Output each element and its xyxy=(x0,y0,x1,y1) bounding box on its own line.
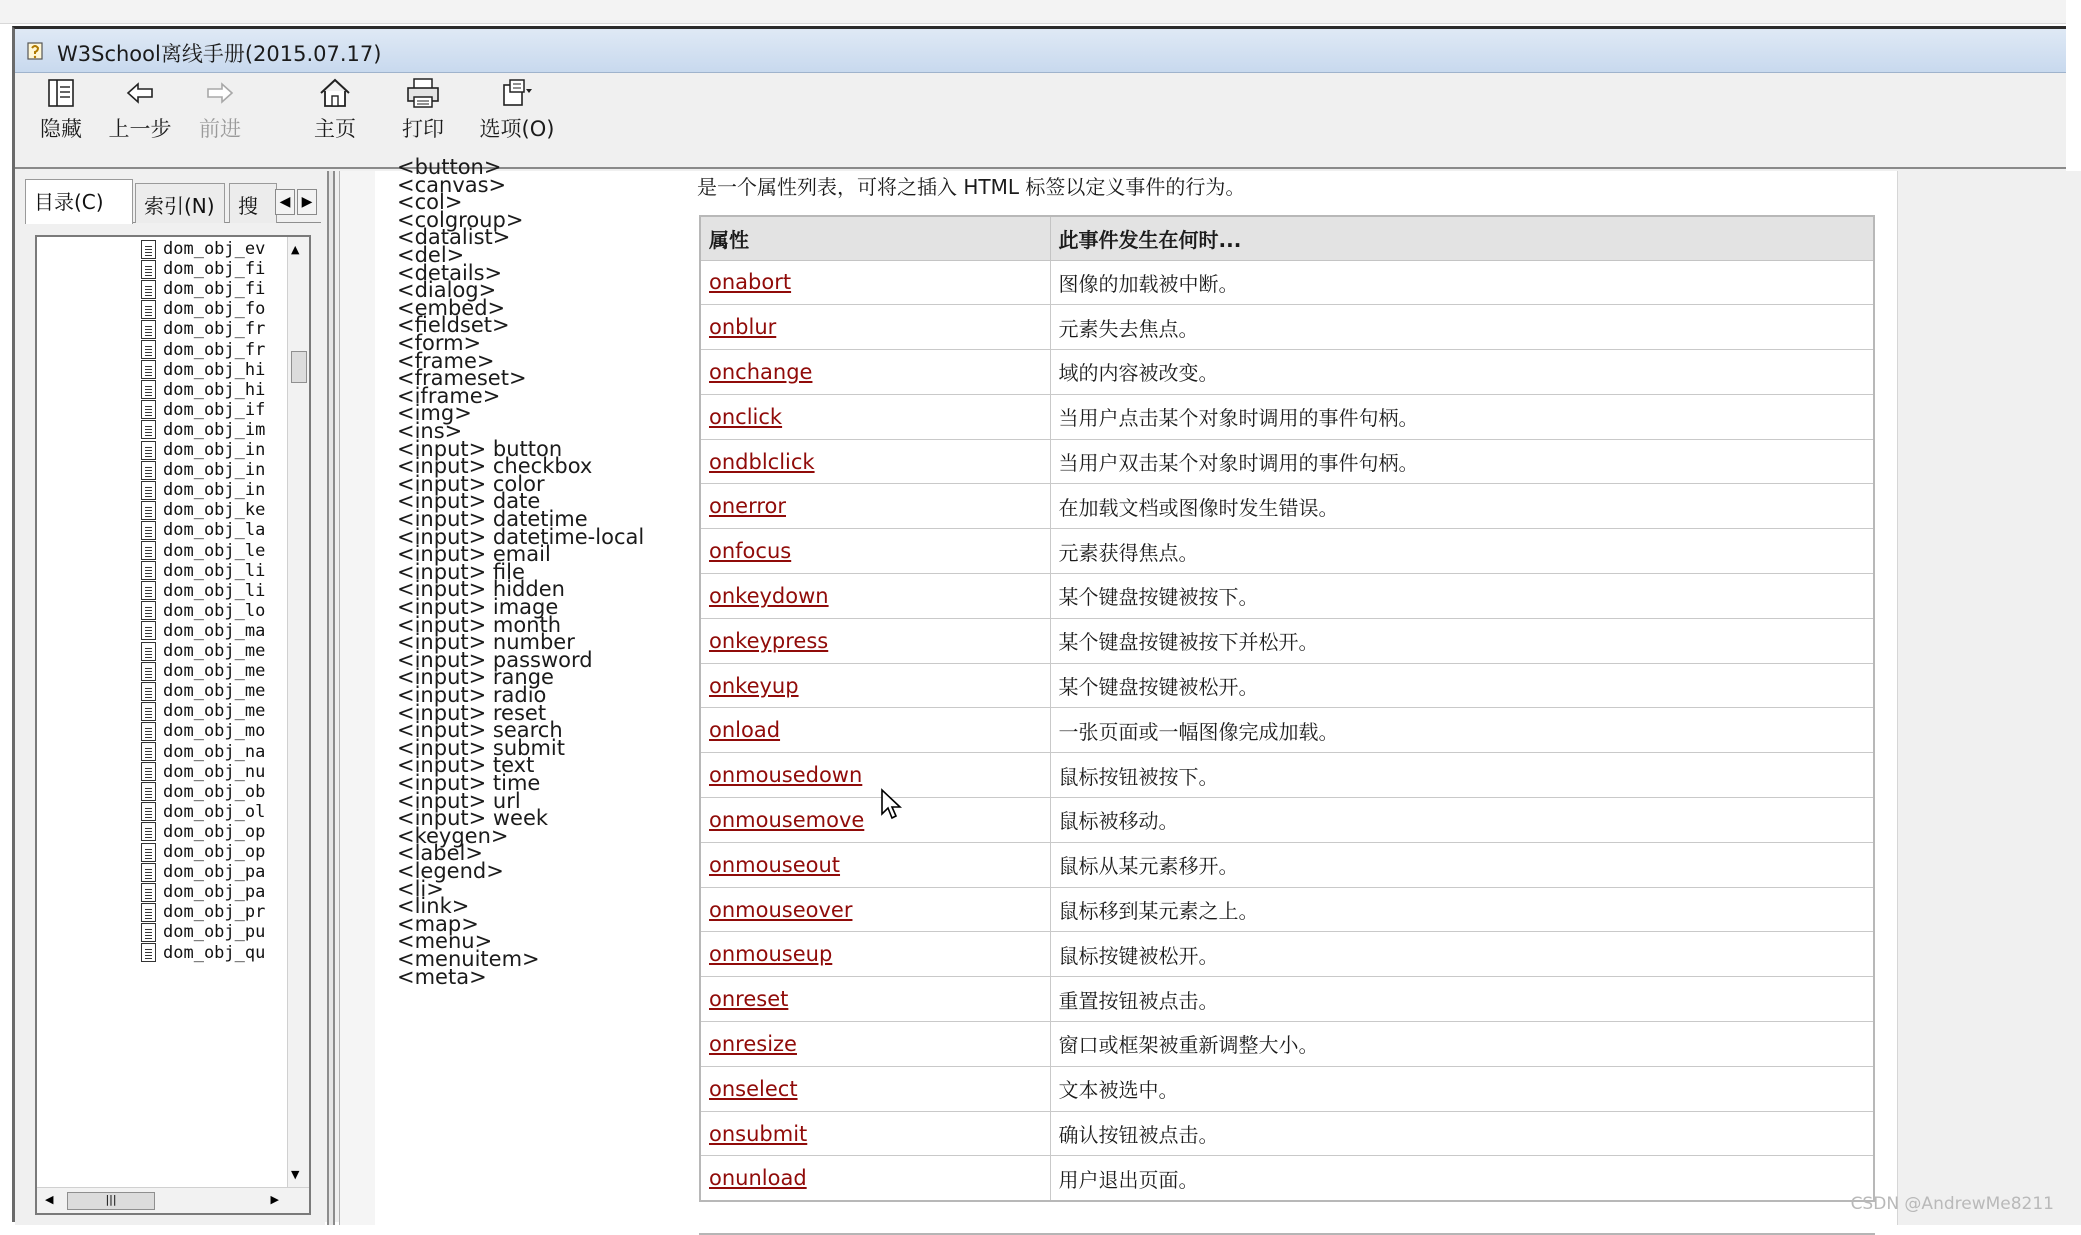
attribute-cell xyxy=(700,394,1050,439)
tag-link[interactable]: <input> number xyxy=(397,630,575,655)
tree-item-label: dom_obj_fi xyxy=(163,259,266,280)
contents-tree[interactable] xyxy=(35,235,311,1215)
event-description-cell: 图像的加载被中断。 xyxy=(1050,260,1874,305)
tree-item-label: dom_obj_ol xyxy=(163,801,266,822)
table-row xyxy=(700,618,1874,663)
options-icon xyxy=(499,77,535,109)
table-row xyxy=(700,529,1874,574)
watermark: CSDN @AndrewMe8211 xyxy=(1850,1194,2054,1214)
document-page-icon xyxy=(141,822,156,841)
tree-item-label: dom_obj_nu xyxy=(163,761,266,782)
event-attribute-link[interactable]: onsubmit xyxy=(709,1121,808,1146)
attribute-cell xyxy=(700,753,1050,798)
document-page-icon xyxy=(141,441,156,460)
mouse-cursor-icon xyxy=(880,788,904,822)
tag-link[interactable]: <form> xyxy=(397,331,482,355)
back-button-label: 上一步 xyxy=(108,117,172,141)
attribute-cell xyxy=(700,708,1050,753)
tree-item-label: dom_obj_pr xyxy=(163,902,266,923)
tag-link[interactable]: <input> date xyxy=(397,489,541,514)
event-description-cell: 文本被选中。 xyxy=(1050,1066,1874,1111)
options-button-label: 选项(O) xyxy=(479,117,555,141)
tab-index[interactable]: 索引(N) xyxy=(135,183,225,223)
tree-scroll-thumb[interactable] xyxy=(291,351,307,383)
event-description-cell: 鼠标被移动。 xyxy=(1050,798,1874,843)
tag-link[interactable]: <details> xyxy=(397,260,503,285)
attribute-cell xyxy=(700,529,1050,574)
tag-link[interactable]: <del> xyxy=(397,243,465,267)
event-attribute-link[interactable]: onmouseup xyxy=(709,942,833,967)
attribute-cell xyxy=(700,618,1050,663)
document-page-icon xyxy=(141,280,156,299)
tree-item[interactable] xyxy=(141,943,265,969)
document-page-icon xyxy=(141,400,156,419)
document-page-icon xyxy=(141,642,156,661)
event-attribute-link[interactable]: onchange xyxy=(709,359,813,384)
event-description-cell: 鼠标按钮被按下。 xyxy=(1050,753,1874,798)
tree-item-label: dom_obj_fi xyxy=(163,279,266,300)
event-attribute-link[interactable]: onselect xyxy=(709,1076,798,1101)
tree-item-label: dom_obj_in xyxy=(163,460,266,481)
title-bar[interactable] xyxy=(15,29,2066,73)
event-attribute-link[interactable]: onabort xyxy=(709,270,792,295)
tree-item-label: dom_obj_ma xyxy=(163,620,266,641)
tag-link[interactable]: <legend> xyxy=(397,859,504,883)
pane-splitter[interactable] xyxy=(327,171,335,1225)
event-attribute-link[interactable]: onreset xyxy=(709,987,789,1012)
event-attribute-link[interactable]: onmousemove xyxy=(709,807,865,832)
document-page-icon xyxy=(141,662,156,681)
event-description-cell: 当用户双击某个对象时调用的事件句柄。 xyxy=(1050,439,1874,484)
tree-item-label: dom_obj_le xyxy=(163,540,266,561)
table-row xyxy=(700,350,1874,395)
event-attribute-link[interactable]: onresize xyxy=(709,1031,797,1056)
print-icon xyxy=(405,77,441,109)
attribute-cell xyxy=(700,574,1050,619)
forward-button-label: 前进 xyxy=(199,117,241,141)
tag-link[interactable]: <map> xyxy=(397,911,479,936)
document-page-icon xyxy=(141,561,156,580)
tag-link[interactable]: <li> xyxy=(397,876,444,901)
scroll-down-icon[interactable]: ▼ xyxy=(291,1168,300,1181)
tag-link[interactable]: <input> url xyxy=(397,788,521,813)
event-description-cell: 用户退出页面。 xyxy=(1050,1156,1874,1201)
tag-link[interactable]: <frameset> xyxy=(397,366,527,391)
event-attribute-link[interactable]: ondblclick xyxy=(709,449,815,474)
attribute-cell xyxy=(700,439,1050,484)
event-description-cell: 鼠标按键被松开。 xyxy=(1050,932,1874,977)
tag-link[interactable]: <keygen> xyxy=(397,823,509,848)
help-file-icon xyxy=(25,39,47,61)
event-description-cell: 元素失去焦点。 xyxy=(1050,305,1874,350)
event-attribute-link[interactable]: onblur xyxy=(709,315,777,340)
tag-link[interactable]: <colgroup> xyxy=(397,207,524,232)
nav-tab-strip xyxy=(25,183,321,223)
back-button[interactable] xyxy=(95,77,185,165)
event-description-cell: 当用户点击某个对象时调用的事件句柄。 xyxy=(1050,394,1874,439)
tree-item-label: dom_obj_na xyxy=(163,741,266,762)
event-attribute-link[interactable]: onfocus xyxy=(709,539,792,564)
tag-link[interactable]: <input> email xyxy=(397,542,551,567)
tree-item-label: dom_obj_li xyxy=(163,560,266,581)
tab-contents[interactable]: 目录(C) xyxy=(25,179,133,224)
document-page-icon xyxy=(141,240,156,259)
attribute-cell xyxy=(700,1156,1050,1201)
event-description-cell: 某个键盘按键被按下并松开。 xyxy=(1050,618,1874,663)
window-title: W3School离线手册(2015.07.17) xyxy=(57,42,382,66)
event-attribute-link[interactable]: onkeyup xyxy=(709,673,799,698)
event-description-cell: 鼠标移到某元素之上。 xyxy=(1050,887,1874,932)
document-page-icon xyxy=(141,360,156,379)
home-button-label: 主页 xyxy=(314,117,356,141)
attribute-cell xyxy=(700,1066,1050,1111)
back-arrow-icon xyxy=(124,77,156,109)
hide-button-label: 隐藏 xyxy=(40,117,82,141)
tag-link[interactable]: <menu> xyxy=(397,929,493,954)
tag-link[interactable]: <input> hidden xyxy=(397,577,565,602)
tag-link[interactable]: <dialog> xyxy=(397,278,497,303)
tree-item-label: dom_obj_im xyxy=(163,419,266,440)
hide-button[interactable] xyxy=(31,77,91,165)
event-attribute-link[interactable]: onclick xyxy=(709,404,783,429)
table-row xyxy=(700,394,1874,439)
document-page-icon xyxy=(141,461,156,480)
tag-link[interactable]: <input> image xyxy=(397,595,559,619)
event-description-cell: 鼠标从某元素移开。 xyxy=(1050,842,1874,887)
document-page-icon xyxy=(141,883,156,902)
tag-link[interactable]: <label> xyxy=(397,841,483,866)
tag-link[interactable]: <input> reset xyxy=(397,700,547,725)
attribute-cell xyxy=(700,305,1050,350)
document-page-icon xyxy=(141,601,156,620)
table-row xyxy=(700,842,1874,887)
tree-item-label: dom_obj_me xyxy=(163,661,266,682)
tag-link[interactable]: <frame> xyxy=(397,348,495,373)
tag-link[interactable]: <datalist> xyxy=(397,225,511,250)
tree-item-label: dom_obj_op xyxy=(163,821,266,842)
document-page-icon xyxy=(141,320,156,339)
tree-item-label: dom_obj_la xyxy=(163,520,266,541)
document-page-icon xyxy=(141,943,156,962)
table-row xyxy=(700,439,1874,484)
table-row xyxy=(700,484,1874,529)
tree-item-label: dom_obj_hi xyxy=(163,359,266,380)
tag-link[interactable]: <input> range xyxy=(397,665,554,690)
document-page-icon xyxy=(141,300,156,319)
home-button[interactable] xyxy=(305,77,365,165)
attribute-cell xyxy=(700,663,1050,708)
forward-arrow-icon xyxy=(204,77,236,109)
table-row xyxy=(700,708,1874,753)
tree-item-label: dom_obj_ev xyxy=(163,239,266,259)
tag-link[interactable]: <input> radio xyxy=(397,683,547,707)
attribute-cell xyxy=(700,932,1050,977)
event-attribute-link[interactable]: onmousedown xyxy=(709,763,863,788)
document-page-icon xyxy=(141,702,156,721)
tag-link[interactable]: <input> week xyxy=(397,806,549,831)
attribute-cell xyxy=(700,260,1050,305)
tag-link[interactable]: <input> text xyxy=(397,753,535,778)
event-attribute-link[interactable]: onmouseover xyxy=(709,897,853,922)
tag-link[interactable]: <meta> xyxy=(397,964,487,989)
tree-item-label: dom_obj_li xyxy=(163,580,266,601)
event-description-cell: 在加载文档或图像时发生错误。 xyxy=(1050,484,1874,529)
intro-text: 是一个属性列表，可将之插入 HTML 标签以定义事件的行为。 xyxy=(697,175,1246,199)
event-description-cell: 重置按钮被点击。 xyxy=(1050,977,1874,1022)
event-attributes-table xyxy=(699,215,1875,1202)
attribute-cell xyxy=(700,887,1050,932)
tag-link[interactable]: <input> checkbox xyxy=(397,454,593,479)
hide-icon xyxy=(45,77,77,109)
event-description-cell: 某个键盘按键被按下。 xyxy=(1050,574,1874,619)
tree-item-label: dom_obj_fo xyxy=(163,299,266,320)
event-attribute-link[interactable]: onerror xyxy=(709,494,786,519)
pane-gutter xyxy=(339,171,375,1225)
document-page-icon xyxy=(141,782,156,801)
table-row xyxy=(700,1156,1874,1201)
table-row xyxy=(700,798,1874,843)
tab-scroll-left-icon[interactable]: ◀ xyxy=(275,189,295,215)
options-button[interactable] xyxy=(477,77,557,165)
attribute-cell xyxy=(700,842,1050,887)
tree-vertical-scrollbar[interactable] xyxy=(287,237,309,1187)
attribute-cell xyxy=(700,798,1050,843)
tag-link[interactable]: <embed> xyxy=(397,295,506,320)
screen-top-strip xyxy=(0,0,2066,24)
scroll-up-icon[interactable]: ▲ xyxy=(291,243,300,256)
document-page-icon xyxy=(141,682,156,701)
tag-link[interactable]: <input> time xyxy=(397,771,541,795)
event-description-cell: 域的内容被改变。 xyxy=(1050,350,1874,395)
tree-item-label: dom_obj_fr xyxy=(163,339,266,360)
event-description-cell: 一张页面或一幅图像完成加载。 xyxy=(1050,708,1874,753)
table-row xyxy=(700,977,1874,1022)
tag-link[interactable]: <input> datetime-local xyxy=(397,524,645,549)
tree-item-label: dom_obj_me xyxy=(163,681,266,702)
tag-link[interactable]: <menuitem> xyxy=(397,947,540,971)
scroll-left-icon[interactable]: ◀ xyxy=(45,1193,54,1206)
document-page-icon xyxy=(141,260,156,279)
tag-link[interactable]: <canvas> xyxy=(397,172,507,197)
document-page-icon xyxy=(141,722,156,741)
document-page-icon xyxy=(141,420,156,439)
tree-item-label: dom_obj_ke xyxy=(163,500,266,521)
event-description-cell: 确认按钮被点击。 xyxy=(1050,1111,1874,1156)
event-attribute-link[interactable]: onkeydown xyxy=(709,583,829,608)
table-header-row xyxy=(700,216,1874,260)
document-page-icon xyxy=(141,541,156,560)
event-attribute-link[interactable]: onmouseout xyxy=(709,852,841,877)
table-row xyxy=(700,663,1874,708)
document-page-icon xyxy=(141,581,156,600)
document-page-icon xyxy=(141,521,156,540)
event-description-cell: 窗口或框架被重新调整大小。 xyxy=(1050,1022,1874,1067)
tag-link[interactable]: <input> color xyxy=(397,471,545,496)
tag-link[interactable]: <link> xyxy=(397,894,470,919)
tag-link[interactable]: <input> datetime xyxy=(397,507,588,531)
document-page-icon xyxy=(141,903,156,922)
tree-horizontal-scrollbar[interactable] xyxy=(37,1187,309,1213)
attribute-cell xyxy=(700,1022,1050,1067)
navigation-pane xyxy=(15,171,325,1225)
tag-link[interactable]: <button> xyxy=(397,155,502,179)
tree-item-label: dom_obj_pa xyxy=(163,862,266,883)
tree-item-label: dom_obj_op xyxy=(163,842,266,862)
document-page-icon xyxy=(141,481,156,500)
table-body xyxy=(700,260,1874,1201)
tag-link[interactable]: <input> button xyxy=(397,436,563,461)
tree-item-label: dom_obj_mo xyxy=(163,721,266,742)
content-frame[interactable] xyxy=(675,171,1897,1225)
table-row xyxy=(700,1066,1874,1111)
table-row xyxy=(700,753,1874,798)
attribute-cell xyxy=(700,977,1050,1022)
document-page-icon xyxy=(141,802,156,821)
table-row xyxy=(700,932,1874,977)
tag-list-frame[interactable] xyxy=(375,155,675,1225)
document-page-icon xyxy=(141,380,156,399)
window-right-area xyxy=(1897,171,2081,1225)
table-row xyxy=(700,260,1874,305)
tree-item-label: dom_obj_hi xyxy=(163,379,266,400)
document-page-icon xyxy=(141,501,156,520)
tag-link[interactable]: <ins> xyxy=(397,419,463,443)
tree-item-label: dom_obj_me xyxy=(163,641,266,661)
header-attribute: 属性 xyxy=(700,216,1050,260)
tag-link[interactable]: <input> password xyxy=(397,647,593,672)
attribute-cell xyxy=(700,350,1050,395)
forward-button[interactable] xyxy=(185,77,255,165)
event-attribute-link[interactable]: onload xyxy=(709,718,781,743)
document-page-icon xyxy=(141,621,156,640)
tree-hscroll-thumb[interactable]: ||| xyxy=(67,1192,155,1210)
event-attribute-link[interactable]: onunload xyxy=(709,1166,807,1191)
tab-scroll-right-icon[interactable]: ▶ xyxy=(297,189,317,215)
event-description-cell: 元素获得焦点。 xyxy=(1050,529,1874,574)
tag-link[interactable]: <input> file xyxy=(397,559,525,584)
attribute-cell xyxy=(700,484,1050,529)
document-page-icon xyxy=(141,843,156,862)
attribute-cell xyxy=(700,1111,1050,1156)
tag-link[interactable]: <input> submit xyxy=(397,735,565,760)
help-window xyxy=(12,26,2066,1222)
event-attribute-link[interactable]: onkeypress xyxy=(709,628,829,653)
document-page-icon xyxy=(141,923,156,942)
table-row xyxy=(700,1022,1874,1067)
tree-item-label: dom_obj_me xyxy=(163,701,266,722)
tag-link[interactable]: <col> xyxy=(397,190,463,215)
document-page-icon xyxy=(141,762,156,781)
document-page-icon xyxy=(141,742,156,761)
tree-item-label: dom_obj_if xyxy=(163,399,266,420)
scroll-right-icon[interactable]: ▶ xyxy=(270,1193,279,1206)
tag-link[interactable]: <fieldset> xyxy=(397,313,510,338)
print-button-label: 打印 xyxy=(402,117,444,141)
table-row xyxy=(700,1111,1874,1156)
tree-item-label: dom_obj_pa xyxy=(163,882,266,903)
print-button[interactable] xyxy=(393,77,453,165)
table-row xyxy=(700,574,1874,619)
tree-item-label: dom_obj_in xyxy=(163,480,266,501)
tree-item-label: dom_obj_in xyxy=(163,440,266,460)
tree-item-label: dom_obj_ob xyxy=(163,781,266,802)
home-icon xyxy=(318,77,352,109)
document-page-icon xyxy=(141,863,156,882)
toolbar xyxy=(15,73,2066,169)
tag-link[interactable]: <input> month xyxy=(397,612,562,637)
tag-link[interactable]: <img> xyxy=(397,401,472,426)
tree-item-label: dom_obj_fr xyxy=(163,319,266,340)
tag-link[interactable]: <iframe> xyxy=(397,383,501,408)
document-page-icon xyxy=(141,340,156,359)
tree-item-label: dom_obj_qu xyxy=(163,942,266,963)
tab-search[interactable]: 搜 xyxy=(229,183,277,223)
tree-item-label: dom_obj_pu xyxy=(163,922,266,943)
event-description-cell: 某个键盘按键被松开。 xyxy=(1050,663,1874,708)
table-row xyxy=(700,887,1874,932)
tag-link[interactable]: <input> search xyxy=(397,718,563,743)
table-row xyxy=(700,305,1874,350)
tree-item-label: dom_obj_lo xyxy=(163,600,266,621)
header-when: 此事件发生在何时... xyxy=(1050,216,1874,260)
